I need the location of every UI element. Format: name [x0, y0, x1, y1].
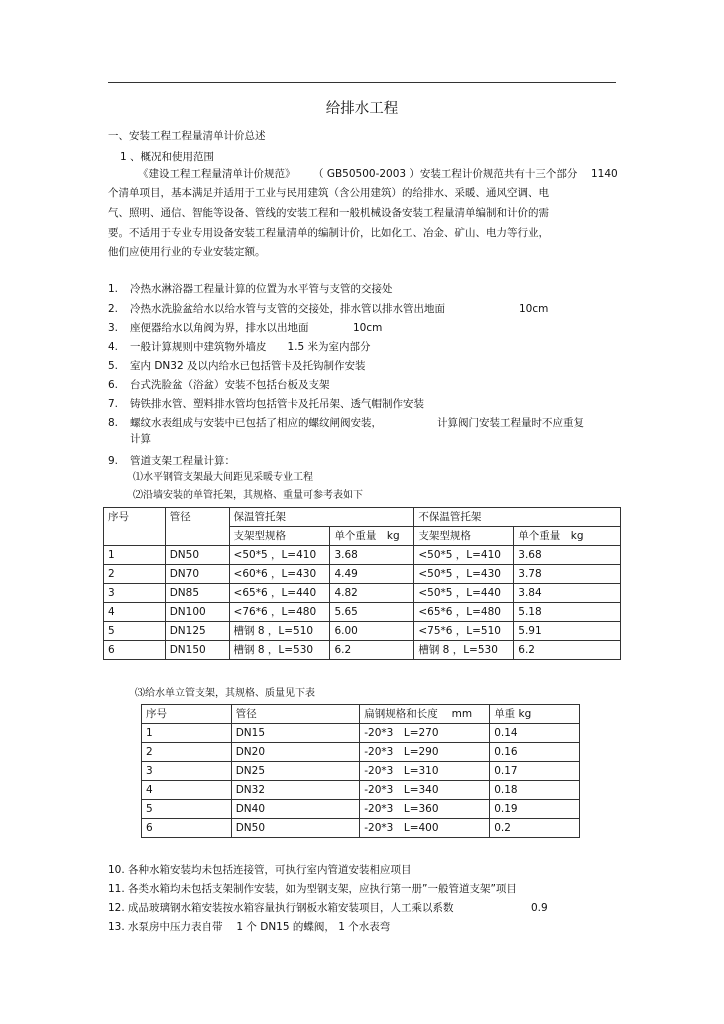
table-row: [104, 565, 621, 584]
table-cell: -20*3 L=340: [360, 781, 490, 800]
list-item-text: 室内 DN32 及以内给水已包括管卡及托钩制作安装: [130, 360, 366, 372]
table-header-cell: 支架型规格: [414, 527, 514, 546]
table-cell: 3.68: [330, 546, 414, 565]
table-cell: <50*5 ，L=410: [229, 546, 330, 565]
table-cell: DN15: [231, 724, 360, 743]
table-row: [104, 603, 621, 622]
list-item-text: 座便器给水以角阀为界，排水以出地面: [130, 322, 309, 334]
list-item-extra: 计算阀门安装工程量时不应重复: [437, 417, 584, 429]
table-cell: <50*5 ，L=440: [414, 584, 514, 603]
list-item-extra: 10cm: [519, 303, 549, 315]
table-header-cell: 管径: [231, 705, 360, 724]
list-item-text: 螺纹水表组成与安装中已包括了相应的螺纹闸阀安装，: [130, 417, 382, 429]
table-cell: 5: [104, 622, 166, 641]
table-cell: 6.2: [514, 641, 621, 660]
note-line: ⑵沿墙安装的单管托架，其规格、重量可参考表如下: [133, 490, 363, 501]
table-row: [104, 584, 621, 603]
table-cell: DN20: [231, 743, 360, 762]
list-item-number: 9.: [108, 455, 119, 467]
table-cell: -20*3 L=270: [360, 724, 490, 743]
list-item-text: 12. 成品玻璃钢水箱安装按水箱容量执行钢板水箱安装项目，人工乘以系数: [108, 902, 454, 914]
table-cell: 4: [104, 603, 166, 622]
table-cell: DN40: [231, 800, 360, 819]
table-row: [142, 819, 580, 838]
table-cell: <60*6 ，L=430: [229, 565, 330, 584]
list-item-number: 2.: [108, 303, 119, 315]
table-cell: 3.78: [514, 565, 621, 584]
table-cell: DN50: [165, 546, 229, 565]
page-title: 给排水工程: [325, 101, 399, 117]
list-item-extra: 10cm: [353, 322, 383, 334]
intro-line-1c: 1140: [591, 168, 618, 180]
subsection-heading: 1 、概况和使用范围: [120, 151, 215, 163]
table-cell: 槽钢 8 ，L=510: [229, 622, 330, 641]
table-row: [142, 724, 580, 743]
table-cell: 0.18: [490, 781, 580, 800]
table-cell: 0.2: [490, 819, 580, 838]
list-item-text: 10. 各种水箱安装均未包括连接管，可执行室内管道安装相应项目: [108, 864, 412, 876]
table-cell: 6.2: [330, 641, 414, 660]
table-cell: DN100: [165, 603, 229, 622]
table-cell: DN25: [231, 762, 360, 781]
table-header-cell: 单个重量 kg: [330, 527, 414, 546]
table-cell: 5.18: [514, 603, 621, 622]
table-cell: 5.65: [330, 603, 414, 622]
table-cell: <65*6 ，L=480: [414, 603, 514, 622]
table-cell: -20*3 L=400: [360, 819, 490, 838]
table-cell: 1: [104, 546, 166, 565]
list-item-number: 6.: [108, 379, 119, 391]
table-cell: 0.14: [490, 724, 580, 743]
table-header-cell: 支架型规格: [229, 527, 330, 546]
intro-line-3: 气、照明、通信、智能等设备、管线的安装工程和一般机械设备安装工程量清单编制和计价的需: [108, 207, 549, 219]
list-item-number: 4.: [108, 341, 119, 353]
table-cell: 4.82: [330, 584, 414, 603]
table-cell: 5.91: [514, 622, 621, 641]
riser-bracket-table: [141, 704, 580, 838]
table-cell: 2: [142, 743, 232, 762]
table-header-cell: 单重 kg: [490, 705, 580, 724]
table-cell: 2: [104, 565, 166, 584]
table-cell: 0.19: [490, 800, 580, 819]
intro-line-1a: 《建设工程工程量清单计价规范》: [138, 168, 296, 180]
table-row: [104, 622, 621, 641]
table-cell: 0.16: [490, 743, 580, 762]
table-cell: DN32: [231, 781, 360, 800]
table-cell: 3: [104, 584, 166, 603]
table-cell: 4: [142, 781, 232, 800]
table-header-cell: 序号: [104, 508, 166, 546]
list-item-number: 5.: [108, 360, 119, 372]
table-cell: DN85: [165, 584, 229, 603]
table-cell: DN50: [231, 819, 360, 838]
table-cell: 3: [142, 762, 232, 781]
table-cell: DN125: [165, 622, 229, 641]
table-row: [142, 800, 580, 819]
table-header-cell: 扁钢规格和长度 mm: [360, 705, 490, 724]
table-cell: 3.84: [514, 584, 621, 603]
table-cell: 4.49: [330, 565, 414, 584]
list-item-text: 11. 各类水箱均未包括支架制作安装，如为型钢支架，应执行第一册”一般管道支架”项目: [108, 883, 517, 895]
intro-line-1b: （ GB50500-2003 ）安装工程计价规范共有十三个部分: [313, 168, 578, 180]
table-row: [142, 781, 580, 800]
intro-line-5: 他们应使用行业的专业安装定额。: [108, 246, 266, 258]
list-item-text: 冷热水洗脸盆给水以给水管与支管的交接处，排水管以排水管出地面: [130, 303, 445, 315]
header-rule: [108, 82, 616, 83]
list-item-text: 铸铁排水管、塑料排水管均包括管卡及托吊架、透气帽制作安装: [130, 398, 424, 410]
table-cell: 6: [104, 641, 166, 660]
table-cell: 1: [142, 724, 232, 743]
table-cell: DN150: [165, 641, 229, 660]
list-item-number: 3.: [108, 322, 119, 334]
list-item-text: 冷热水淋浴器工程量计算的位置为水平管与支管的交接处: [130, 283, 393, 295]
list-item-number: 8.: [108, 417, 119, 429]
table-header-cell: 不保温管托架: [414, 508, 621, 527]
table-row: [142, 743, 580, 762]
table-cell: 0.17: [490, 762, 580, 781]
table-cell: <75*6 ，L=510: [414, 622, 514, 641]
table-cell: <50*5 ，L=410: [414, 546, 514, 565]
table-cell: DN70: [165, 565, 229, 584]
list-item-text: 台式洗脸盆（浴盆）安装不包括台板及支架: [130, 379, 330, 391]
table-cell: 6.00: [330, 622, 414, 641]
table-header-cell: 保温管托架: [229, 508, 414, 527]
table-cell: 3.68: [514, 546, 621, 565]
note-line: ⑴水平钢管支架最大间距见采暖专业工程: [133, 472, 313, 483]
table-cell: <50*5 ，L=430: [414, 565, 514, 584]
table-cell: 6: [142, 819, 232, 838]
list-item-number: 7.: [108, 398, 119, 410]
table-header-cell: 序号: [142, 705, 232, 724]
table-header-cell: 单个重量 kg: [514, 527, 621, 546]
table-row: [104, 546, 621, 565]
bracket-table: [103, 507, 621, 660]
table-row: [142, 762, 580, 781]
list-item-continuation: 计算: [130, 433, 151, 445]
section-heading: 一、安装工程工程量清单计价总述: [108, 130, 266, 142]
list-item-text: 一般计算规则中建筑物外墙皮 1.5 米为室内部分: [130, 341, 371, 353]
intro-line-2: 个清单项目，基本满足并适用于工业与民用建筑（含公用建筑）的给排水、采暖、通风空调、电: [108, 187, 549, 199]
table-cell: 5: [142, 800, 232, 819]
table-row: [104, 641, 621, 660]
note-line: ⑶给水单立管支架，其规格、质量见下表: [135, 688, 315, 699]
table-cell: <65*6 ，L=440: [229, 584, 330, 603]
intro-line-4: 要。不适用于专业专用设备安装工程量清单的编制计价，比如化工、冶金、矿山、电力等行业，: [108, 227, 549, 239]
table-cell: -20*3 L=310: [360, 762, 490, 781]
list-item-extra: 0.9: [531, 902, 548, 914]
table-header-cell: 管径: [165, 508, 229, 546]
table-cell: -20*3 L=290: [360, 743, 490, 762]
list-item-text: 13. 水泵房中压力表自带 1 个 DN15 的蝶阀， 1 个水表弯: [108, 921, 391, 933]
list-item-number: 1.: [108, 283, 119, 295]
table-cell: 槽钢 8 ，L=530: [229, 641, 330, 660]
table-cell: <76*6 ，L=480: [229, 603, 330, 622]
list-item-text: 管道支架工程量计算：: [130, 455, 235, 467]
table-cell: -20*3 L=360: [360, 800, 490, 819]
table-cell: 槽钢 8 ，L=530: [414, 641, 514, 660]
